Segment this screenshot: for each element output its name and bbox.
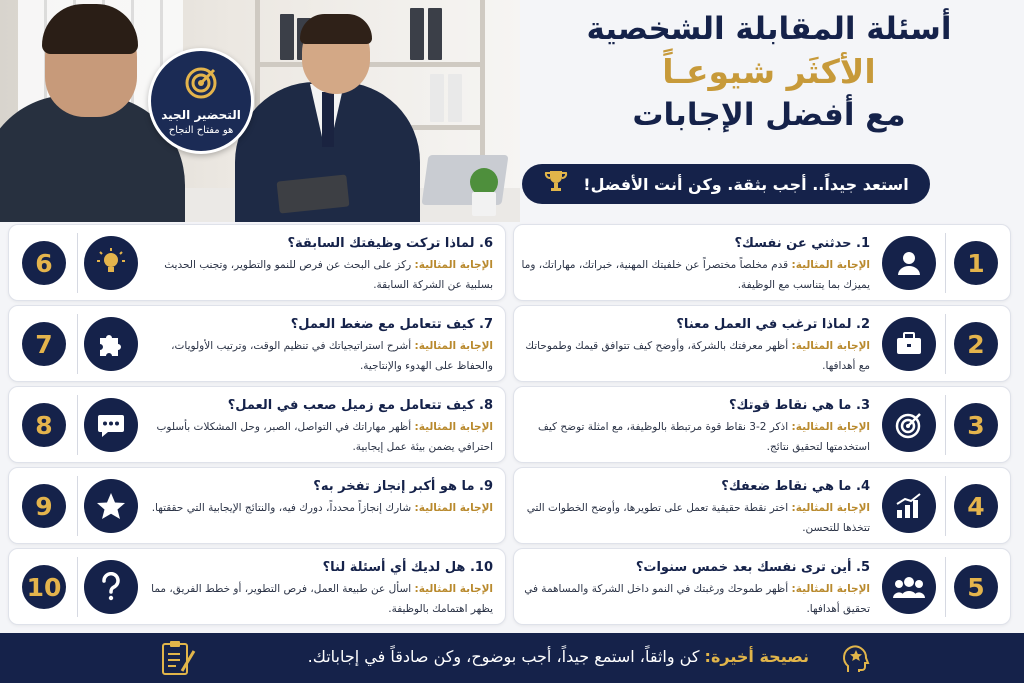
plant-pot — [472, 192, 496, 216]
question-number: 9 — [22, 484, 66, 528]
question-text: 5. أين ترى نفسك بعد خمس سنوات؟ — [635, 560, 870, 575]
question-card-2 — [513, 305, 1011, 382]
question-card-4 — [513, 467, 1011, 544]
question-text: 1. حدثني عن نفسك؟ — [734, 236, 870, 251]
candidate-tie — [322, 92, 334, 147]
footer-tip — [308, 647, 809, 666]
chat-bubble-icon — [84, 398, 138, 452]
question-number: 4 — [954, 484, 998, 528]
question-text: 8. كيف تتعامل مع زميل صعب في العمل؟ — [227, 398, 493, 413]
question-mark-icon — [84, 560, 138, 614]
answer-text: أظهر معرفتك بالشركة، وأوضح كيف تتوافق قيمك وطموحاتك مع أهدافها. — [525, 340, 870, 372]
question-card-7 — [8, 305, 506, 382]
answer-text: اختر نقطة حقيقية تعمل على تطويرها، وأوضح الخطوات التي تتخذها للتحسن. — [526, 502, 870, 534]
answer-text: شارك إنجازاً محدداً، دورك فيه، والنتائج الإيجابية التي حققتها. — [151, 502, 412, 514]
answer-label: الإجابة المثالية: — [791, 583, 870, 595]
answer-label: الإجابة المثالية: — [414, 421, 493, 433]
answer-text: قدم مخلصاً مختصراً عن خلفيتك المهنية، خبراتك، مهاراتك، وما يميزك بما يتناسب مع الوظيفة. — [521, 259, 870, 291]
question-number: 10 — [22, 565, 66, 609]
question-card-8 — [8, 386, 506, 463]
title-line3: مع أفضل الإجابات — [632, 97, 906, 133]
question-text: 10. هل لديك أي أسئلة لنا؟ — [322, 560, 493, 575]
question-number: 5 — [954, 565, 998, 609]
footer-label: نصيحة أخيرة: — [704, 647, 809, 666]
answer-label: الإجابة المثالية: — [791, 421, 870, 433]
answer-text: أظهر طموحك ورغبتك في النمو داخل الشركة والمساهمة في تحقيق أهدافها. — [524, 583, 870, 615]
footer-text: كن واثقاً، استمع جيداً، أجب بوضوح، وكن صادقاً في إجاباتك. — [307, 647, 700, 666]
answer-label: الإجابة المثالية: — [414, 583, 493, 595]
title-block — [534, 8, 1004, 136]
hero-photo — [0, 0, 520, 222]
tagline-pill — [522, 164, 930, 204]
preparation-badge — [148, 48, 254, 154]
badge-line1: التحضير الجيد — [161, 108, 241, 122]
question-text: 6. لماذا تركت وظيفتك السابقة؟ — [287, 236, 493, 251]
person-icon — [882, 236, 936, 290]
growth-chart-icon — [882, 479, 936, 533]
star-icon — [84, 479, 138, 533]
question-number: 3 — [954, 403, 998, 447]
title-line1: أسئلة المقابلة الشخصية — [586, 11, 952, 47]
answer-label: الإجابة المثالية: — [414, 502, 493, 514]
answer-text: أظهر مهاراتك في التواصل، الصبر، وحل المشكلات بأسلوب احترافي يضمن بيئة عمل إيجابية. — [156, 421, 493, 453]
question-card-10 — [8, 548, 506, 625]
briefcase-icon — [882, 317, 936, 371]
answer-text: اذكر 2-3 نقاط قوة مرتبطة بالوظيفة، مع امثلة توضح كيف استخدمتها لتحقيق نتائج. — [538, 421, 870, 453]
lightbulb-icon — [84, 236, 138, 290]
answer-text: ركز على البحث عن فرص للنمو والتطوير، وتجنب الحديث بسلبية عن الشركة السابقة. — [164, 259, 493, 291]
question-text: 3. ما هي نقاط قوتك؟ — [729, 398, 870, 413]
answer-text: اسأل عن طبيعة العمل، فرص التطوير، أو خطط الفريق، مما يظهر اهتمامك بالوظيفة. — [151, 583, 493, 615]
question-text: 4. ما هي نقاط ضعفك؟ — [721, 479, 870, 494]
answer-text: أشرح استراتيجياتك في تنظيم الوقت، وترتيب الأولويات، والحفاظ على الهدوء والإنتاجية. — [171, 340, 493, 372]
footer-tip-bar — [0, 633, 1024, 683]
title-line2: الأكثَر شيوعـاً — [662, 52, 876, 91]
puzzle-icon — [84, 317, 138, 371]
tagline-text: استعد جيداً.. أجب بثقة. وكن أنت الأفضل! — [583, 174, 909, 194]
question-text: 9. ما هو أكبر إنجاز تفخر به؟ — [313, 479, 493, 494]
question-card-5 — [513, 548, 1011, 625]
answer-label: الإجابة المثالية: — [414, 340, 493, 352]
question-card-9 — [8, 467, 506, 544]
question-number: 2 — [954, 322, 998, 366]
question-text: 2. لماذا ترغب في العمل معنا؟ — [676, 317, 870, 332]
candidate-hair — [300, 14, 372, 44]
checklist-icon — [160, 639, 196, 681]
question-card-3 — [513, 386, 1011, 463]
target-icon — [882, 398, 936, 452]
trophy-icon — [543, 168, 569, 200]
question-text: 7. كيف تتعامل مع ضغط العمل؟ — [290, 317, 493, 332]
answer-label: الإجابة المثالية: — [414, 259, 493, 271]
answer-label: الإجابة المثالية: — [791, 502, 870, 514]
target-icon — [184, 66, 218, 104]
team-icon — [882, 560, 936, 614]
question-number: 6 — [22, 241, 66, 285]
badge-line2: هو مفتاح النجاح — [168, 125, 234, 136]
answer-label: الإجابة المثالية: — [791, 259, 870, 271]
question-number: 8 — [22, 403, 66, 447]
question-card-6 — [8, 224, 506, 301]
question-card-1 — [513, 224, 1011, 301]
question-number: 7 — [22, 322, 66, 366]
head-star-icon — [840, 642, 874, 680]
answer-label: الإجابة المثالية: — [791, 340, 870, 352]
question-number: 1 — [954, 241, 998, 285]
